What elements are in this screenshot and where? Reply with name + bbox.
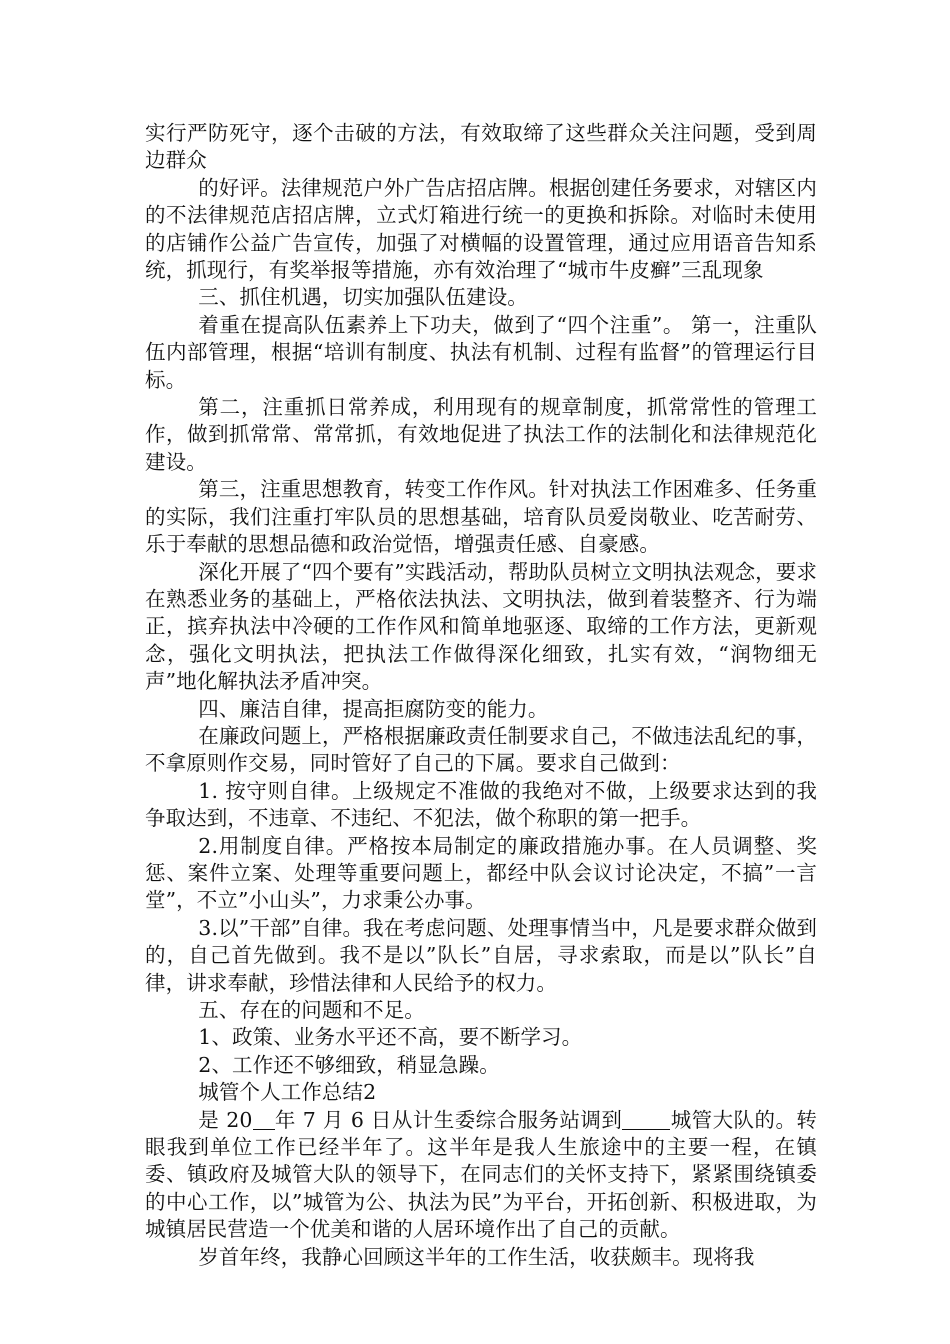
paragraph-second: 第二，注重抓日常养成，利用现有的规章制度，抓常常性的管理工作，做到抓常常、常常抓，有效地促进了执法工作的法制化和法律规范化建设。 (145, 395, 817, 474)
paragraph-outdoor-signs: 的好评。法律规范户外广告店招店牌。根据创建任务要求，对辖区内的不法律规范店招店牌，立式灯箱进行统一的更换和拆除。对临时未使用的店铺作公益广告宣传，加强了对横幅的设置管理，通过应用语音告知系统，抓现行，有奖举报等措施，亦有效治理了“城市牛皮癣”三乱现象 (145, 175, 817, 283)
issue-item-2: 2、工作还不够细致，稍显急躁。 (198, 1052, 500, 1077)
intro-part-a: 是 20 (198, 1107, 253, 1132)
document-body (145, 120, 817, 1271)
document-subtitle: 城管个人工作总结2 (198, 1080, 377, 1105)
paragraph-four-emphases: 着重在提高队伍素养上下功夫，做到了“四个注重”。 第一，注重队伍内部管理，根据“培训有制度、执法有机制、过程有监督”的管理运行目标。 (145, 312, 817, 392)
issue-item-1: 1、政策、业务水平还不高，要不断学习。 (198, 1025, 583, 1050)
section-heading-5: 五、存在的问题和不足。 (198, 998, 425, 1022)
paragraph-four-musts: 深化开展了“四个要有”实践活动，帮助队员树立文明执法观念，要求在熟悉业务的基础上，严格依法执法、文明执法，做到着装整齐、行为端正，摈弃执法中冷硬的工作作风和简单地驱逐、取缔的工作方法，更新观念，强化文明执法，把执法工作做得深化细致，扎实有效，“润物细无声”地化解执法矛盾冲突。 (145, 559, 817, 694)
section-heading-4: 四、廉洁自律，提高拒腐防变的能力。 (198, 696, 549, 721)
intro-part-b: 年 7 月 6 日从计生委综合服务站调到 (274, 1107, 623, 1132)
paragraph-third: 第三，注重思想教育，转变工作作风。针对执法工作困难多、任务重的实际，我们注重打牢队员的思想基础，培育队员爱岗敬业、吃苦耐劳、乐于奉献的思想品德和政治觉悟，增强责任感、自豪感。 (145, 477, 817, 557)
list-item-1: 1. 按守则自律。上级规定不准做的我绝对不做，上级要求达到的我争取达到，不违章、不违纪、不犯法，做个称职的第一把手。 (145, 778, 817, 831)
paragraph-integrity: 在廉政问题上，严格根据廉政责任制要求自己，不做违法乱纪的事，不拿原则作交易，同时管好了自己的下属。要求自己做到： (145, 723, 817, 776)
place-blank (622, 1108, 670, 1130)
list-item-2: 2.用制度自律。严格按本局制定的廉政措施办事。在人员调整、奖惩、案件立案、处理等重要问题上，都经中队会议讨论决定，不搞”一言堂”，不立”小山头”，力求秉公办事。 (145, 833, 817, 913)
intro-part-c: 城管大队的。转眼我到单位工作已经半年了。这半年是我人生旅途中的主要一程，在镇委、镇政府及城管大队的领导下，在同志们的关怀支持下，紧紧围绕镇委的中心工作，以”城管为公、执法为民”为平台，开拓创新、积极进取，为城镇居民营造一个优美和谐的人居环境作出了自己的贡献。 (145, 1107, 818, 1242)
paragraph-intro (145, 1107, 817, 1244)
year-blank (253, 1108, 275, 1130)
section-heading-3: 三、抓住机遇，切实加强队伍建设。 (198, 285, 528, 310)
paragraph-continued: 实行严防死守，逐个击破的方法，有效取缔了这些群众关注问题，受到周边群众 (145, 121, 817, 173)
paragraph-review: 岁首年终，我静心回顾这半年的工作生活，收获颇丰。现将我 (198, 1244, 755, 1269)
list-item-3: 3.以”干部”自律。我在考虑问题、处理事情当中，凡是要求群众做到的，自己首先做到。我不是以”队长”自居，寻求索取，而是以”队长”自律，讲求奉献，珍惜法律和人民给予的权力。 (145, 915, 817, 995)
